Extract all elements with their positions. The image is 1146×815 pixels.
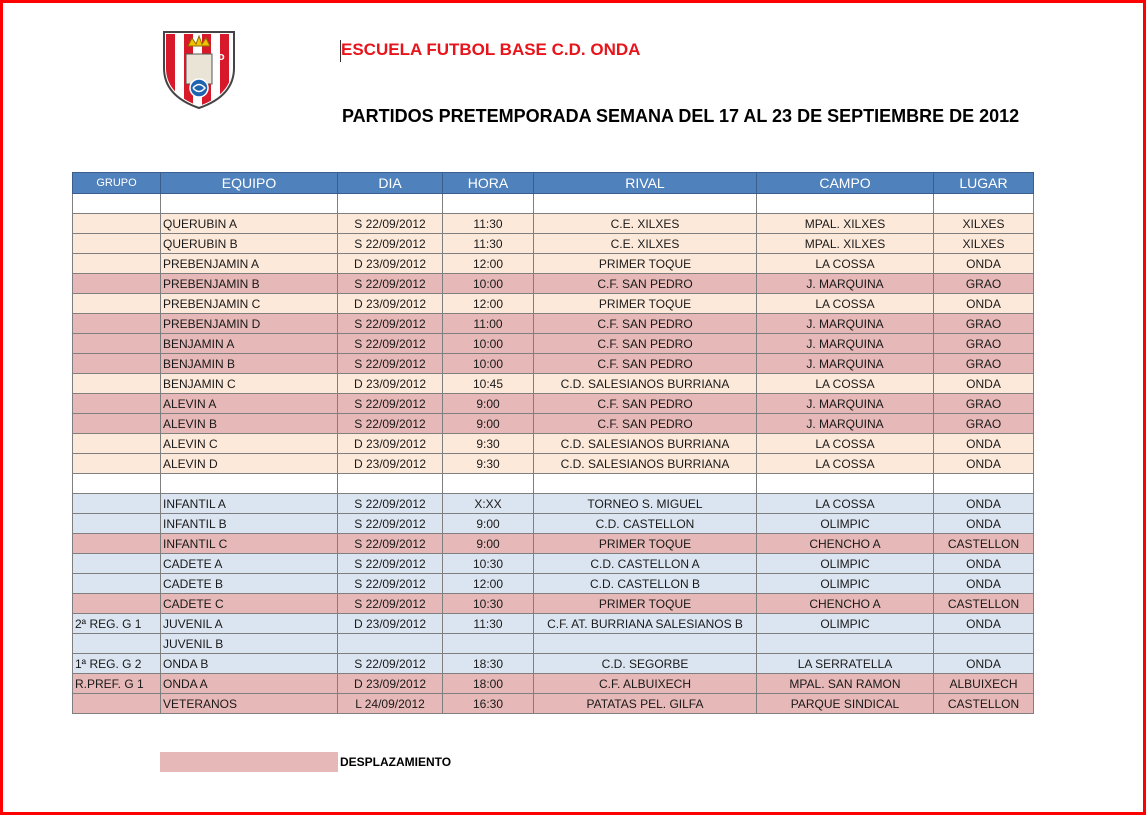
cell-campo: MPAL. XILXES — [757, 234, 934, 254]
spacer-cell — [338, 194, 443, 214]
cell-hora: 16:30 — [443, 694, 534, 714]
cell-campo: OLIMPIC — [757, 514, 934, 534]
cell-rival: C.F. SAN PEDRO — [534, 274, 757, 294]
cell-hora: 10:30 — [443, 594, 534, 614]
cell-grupo — [73, 374, 161, 394]
cell-equipo: ALEVIN B — [161, 414, 338, 434]
cell-equipo: ONDA B — [161, 654, 338, 674]
spacer-cell — [73, 474, 161, 494]
spacer-row — [73, 194, 1034, 214]
table-row — [73, 614, 1034, 634]
cell-equipo: QUERUBIN B — [161, 234, 338, 254]
legend-swatch-desplazamiento — [160, 752, 338, 772]
cell-campo: LA COSSA — [757, 494, 934, 514]
cell-lugar: GRAO — [934, 414, 1034, 434]
cell-dia: S 22/09/2012 — [338, 354, 443, 374]
spacer-cell — [534, 194, 757, 214]
spacer-cell — [934, 474, 1034, 494]
cell-equipo: ALEVIN D — [161, 454, 338, 474]
spacer-cell — [73, 194, 161, 214]
col-header-hora: HORA — [443, 173, 534, 194]
cell-lugar — [934, 634, 1034, 654]
cell-equipo: CADETE B — [161, 574, 338, 594]
cell-campo: PARQUE SINDICAL — [757, 694, 934, 714]
cell-rival: C.D. CASTELLON — [534, 514, 757, 534]
cell-equipo: BENJAMIN B — [161, 354, 338, 374]
cell-lugar: ONDA — [934, 654, 1034, 674]
cell-campo: CHENCHO A — [757, 534, 934, 554]
cell-grupo — [73, 354, 161, 374]
cell-dia: S 22/09/2012 — [338, 394, 443, 414]
legend-label: DESPLAZAMIENTO — [340, 755, 452, 769]
cell-rival: C.F. SAN PEDRO — [534, 334, 757, 354]
spacer-cell — [534, 474, 757, 494]
spacer-cell — [443, 474, 534, 494]
schedule-table — [72, 172, 1034, 714]
cell-hora: 9:30 — [443, 434, 534, 454]
cell-hora: 11:30 — [443, 234, 534, 254]
cell-grupo — [73, 234, 161, 254]
cell-rival: C.F. SAN PEDRO — [534, 394, 757, 414]
cell-hora: 18:30 — [443, 654, 534, 674]
spacer-cell — [443, 194, 534, 214]
cell-campo: OLIMPIC — [757, 554, 934, 574]
cell-campo: MPAL. XILXES — [757, 214, 934, 234]
cell-hora: 10:45 — [443, 374, 534, 394]
cell-rival: C.F. SAN PEDRO — [534, 414, 757, 434]
table-row — [73, 354, 1034, 374]
table-row — [73, 554, 1034, 574]
cell-lugar: ONDA — [934, 554, 1034, 574]
cell-hora: 10:00 — [443, 354, 534, 374]
cell-lugar: GRAO — [934, 394, 1034, 414]
table-row — [73, 494, 1034, 514]
cell-grupo — [73, 454, 161, 474]
spacer-cell — [161, 474, 338, 494]
cell-dia: S 22/09/2012 — [338, 554, 443, 574]
table-row — [73, 334, 1034, 354]
cell-hora: 18:00 — [443, 674, 534, 694]
table-row — [73, 654, 1034, 674]
cell-hora: 10:00 — [443, 274, 534, 294]
cell-grupo — [73, 694, 161, 714]
table-row — [73, 414, 1034, 434]
cell-lugar: CASTELLON — [934, 694, 1034, 714]
spacer-cell — [161, 194, 338, 214]
col-header-dia: DIA — [338, 173, 443, 194]
cell-grupo — [73, 214, 161, 234]
cell-campo: MPAL. SAN RAMON — [757, 674, 934, 694]
cell-rival — [534, 634, 757, 654]
cell-hora: 9:00 — [443, 414, 534, 434]
cell-dia: S 22/09/2012 — [338, 414, 443, 434]
club-crest-logo — [158, 24, 240, 110]
cell-rival: C.D. CASTELLON B — [534, 574, 757, 594]
cell-lugar: ONDA — [934, 254, 1034, 274]
table-row — [73, 254, 1034, 274]
cell-grupo — [73, 394, 161, 414]
cell-equipo: CADETE A — [161, 554, 338, 574]
cell-rival: C.D. SEGORBE — [534, 654, 757, 674]
table-row — [73, 314, 1034, 334]
cell-dia: S 22/09/2012 — [338, 334, 443, 354]
table-row — [73, 274, 1034, 294]
cell-equipo: PREBENJAMIN A — [161, 254, 338, 274]
table-row — [73, 294, 1034, 314]
cell-equipo: INFANTIL A — [161, 494, 338, 514]
cell-grupo — [73, 594, 161, 614]
cell-equipo: ALEVIN C — [161, 434, 338, 454]
cell-rival: C.F. ALBUIXECH — [534, 674, 757, 694]
cell-hora: 9:00 — [443, 394, 534, 414]
col-header-rival: RIVAL — [534, 173, 757, 194]
cell-dia: D 23/09/2012 — [338, 374, 443, 394]
cell-rival: C.D. SALESIANOS BURRIANA — [534, 454, 757, 474]
table-row — [73, 394, 1034, 414]
svg-text:C: C — [175, 53, 181, 62]
cell-campo: CHENCHO A — [757, 594, 934, 614]
cell-lugar: GRAO — [934, 274, 1034, 294]
cell-lugar: ONDA — [934, 454, 1034, 474]
cell-grupo — [73, 534, 161, 554]
cell-grupo: R.PREF. G 1 — [73, 674, 161, 694]
cell-lugar: GRAO — [934, 334, 1034, 354]
cell-dia: S 22/09/2012 — [338, 274, 443, 294]
cell-campo: LA COSSA — [757, 254, 934, 274]
cell-rival: C.F. AT. BURRIANA SALESIANOS B — [534, 614, 757, 634]
cell-dia: S 22/09/2012 — [338, 534, 443, 554]
cell-lugar: ONDA — [934, 514, 1034, 534]
cell-grupo — [73, 494, 161, 514]
cell-dia: D 23/09/2012 — [338, 614, 443, 634]
col-header-equipo: EQUIPO — [161, 173, 338, 194]
cell-grupo — [73, 554, 161, 574]
cell-lugar: ONDA — [934, 434, 1034, 454]
cell-hora: 12:00 — [443, 574, 534, 594]
cell-dia: D 23/09/2012 — [338, 674, 443, 694]
table-row — [73, 514, 1034, 534]
cell-rival: PRIMER TOQUE — [534, 254, 757, 274]
cell-dia: S 22/09/2012 — [338, 654, 443, 674]
cell-rival: PRIMER TOQUE — [534, 594, 757, 614]
cell-equipo: PREBENJAMIN D — [161, 314, 338, 334]
cell-hora: X:XX — [443, 494, 534, 514]
table-row — [73, 574, 1034, 594]
cell-grupo — [73, 254, 161, 274]
cell-dia: S 22/09/2012 — [338, 514, 443, 534]
cell-grupo: 2ª REG. G 1 — [73, 614, 161, 634]
cell-grupo — [73, 574, 161, 594]
cell-dia: D 23/09/2012 — [338, 434, 443, 454]
col-header-lugar: LUGAR — [934, 173, 1034, 194]
cell-rival: C.F. SAN PEDRO — [534, 314, 757, 334]
cell-dia: L 24/09/2012 — [338, 694, 443, 714]
table-row — [73, 454, 1034, 474]
cell-campo: LA COSSA — [757, 434, 934, 454]
cell-campo: J. MARQUINA — [757, 414, 934, 434]
cell-grupo — [73, 414, 161, 434]
cell-hora — [443, 634, 534, 654]
cell-dia: S 22/09/2012 — [338, 314, 443, 334]
table-row — [73, 374, 1034, 394]
cell-equipo: BENJAMIN C — [161, 374, 338, 394]
cell-equipo: PREBENJAMIN B — [161, 274, 338, 294]
table-row — [73, 594, 1034, 614]
cell-campo: J. MARQUINA — [757, 274, 934, 294]
spacer-cell — [934, 194, 1034, 214]
cell-campo: LA SERRATELLA — [757, 654, 934, 674]
cell-dia — [338, 634, 443, 654]
table-row — [73, 234, 1034, 254]
page-title: ESCUELA FUTBOL BASE C.D. ONDA — [341, 40, 641, 59]
cell-equipo: INFANTIL C — [161, 534, 338, 554]
cell-equipo: QUERUBIN A — [161, 214, 338, 234]
table-row — [73, 214, 1034, 234]
cell-dia: D 23/09/2012 — [338, 294, 443, 314]
cell-lugar: XILXES — [934, 214, 1034, 234]
cell-lugar: ONDA — [934, 294, 1034, 314]
spacer-row — [73, 474, 1034, 494]
cell-equipo: INFANTIL B — [161, 514, 338, 534]
cell-hora: 10:00 — [443, 334, 534, 354]
cell-dia: D 23/09/2012 — [338, 454, 443, 474]
cell-hora: 9:30 — [443, 454, 534, 474]
spacer-cell — [338, 474, 443, 494]
cell-campo: J. MARQUINA — [757, 314, 934, 334]
cell-equipo: BENJAMIN A — [161, 334, 338, 354]
cell-rival: C.D. SALESIANOS BURRIANA — [534, 374, 757, 394]
cell-dia: D 23/09/2012 — [338, 254, 443, 274]
cell-grupo — [73, 314, 161, 334]
cell-equipo: PREBENJAMIN C — [161, 294, 338, 314]
cell-lugar: GRAO — [934, 314, 1034, 334]
spacer-cell — [757, 474, 934, 494]
cell-lugar: ALBUIXECH — [934, 674, 1034, 694]
svg-text:D: D — [218, 53, 225, 62]
cell-hora: 10:30 — [443, 554, 534, 574]
cell-equipo: VETERANOS — [161, 694, 338, 714]
cell-lugar: ONDA — [934, 574, 1034, 594]
cell-grupo — [73, 434, 161, 454]
table-row — [73, 674, 1034, 694]
table-header-row — [73, 173, 1034, 194]
cell-campo: J. MARQUINA — [757, 334, 934, 354]
cell-hora: 9:00 — [443, 534, 534, 554]
cell-rival: C.F. SAN PEDRO — [534, 354, 757, 374]
col-header-grupo: GRUPO — [73, 173, 161, 194]
spacer-cell — [757, 194, 934, 214]
page-subtitle: PARTIDOS PRETEMPORADA SEMANA DEL 17 AL 23 DE SEPTIEMBRE DE 2012 — [342, 106, 1020, 126]
cell-campo: OLIMPIC — [757, 574, 934, 594]
table-row — [73, 434, 1034, 454]
cell-campo: LA COSSA — [757, 454, 934, 474]
cell-equipo: ONDA A — [161, 674, 338, 694]
cell-equipo: JUVENIL A — [161, 614, 338, 634]
cell-rival: TORNEO S. MIGUEL — [534, 494, 757, 514]
cell-lugar: CASTELLON — [934, 594, 1034, 614]
cell-campo: LA COSSA — [757, 374, 934, 394]
cell-grupo: 1ª REG. G 2 — [73, 654, 161, 674]
cell-hora: 11:30 — [443, 614, 534, 634]
cell-equipo: ALEVIN A — [161, 394, 338, 414]
cell-rival: C.D. SALESIANOS BURRIANA — [534, 434, 757, 454]
cell-campo: J. MARQUINA — [757, 394, 934, 414]
cell-lugar: XILXES — [934, 234, 1034, 254]
cell-dia: S 22/09/2012 — [338, 574, 443, 594]
cell-grupo — [73, 274, 161, 294]
cell-dia: S 22/09/2012 — [338, 234, 443, 254]
cell-lugar: ONDA — [934, 374, 1034, 394]
table-row — [73, 634, 1034, 654]
cell-campo — [757, 634, 934, 654]
col-header-campo: CAMPO — [757, 173, 934, 194]
cell-grupo — [73, 294, 161, 314]
cell-campo: LA COSSA — [757, 294, 934, 314]
cell-rival: C.D. CASTELLON A — [534, 554, 757, 574]
cell-dia: S 22/09/2012 — [338, 594, 443, 614]
cell-lugar: CASTELLON — [934, 534, 1034, 554]
cell-dia: S 22/09/2012 — [338, 494, 443, 514]
cell-hora: 11:00 — [443, 314, 534, 334]
cell-lugar: ONDA — [934, 494, 1034, 514]
cell-campo: OLIMPIC — [757, 614, 934, 634]
cell-grupo — [73, 634, 161, 654]
table-row — [73, 534, 1034, 554]
cell-rival: C.E. XILXES — [534, 214, 757, 234]
cell-hora: 9:00 — [443, 514, 534, 534]
table-row — [73, 694, 1034, 714]
cell-hora: 12:00 — [443, 294, 534, 314]
cell-rival: PRIMER TOQUE — [534, 534, 757, 554]
cell-hora: 11:30 — [443, 214, 534, 234]
cell-campo: J. MARQUINA — [757, 354, 934, 374]
cell-grupo — [73, 514, 161, 534]
cell-equipo: JUVENIL B — [161, 634, 338, 654]
cell-lugar: GRAO — [934, 354, 1034, 374]
cell-rival: C.E. XILXES — [534, 234, 757, 254]
cell-rival: PATATAS PEL. GILFA — [534, 694, 757, 714]
cell-lugar: ONDA — [934, 614, 1034, 634]
cell-dia: S 22/09/2012 — [338, 214, 443, 234]
cell-hora: 12:00 — [443, 254, 534, 274]
cell-equipo: CADETE C — [161, 594, 338, 614]
cell-rival: PRIMER TOQUE — [534, 294, 757, 314]
cell-grupo — [73, 334, 161, 354]
